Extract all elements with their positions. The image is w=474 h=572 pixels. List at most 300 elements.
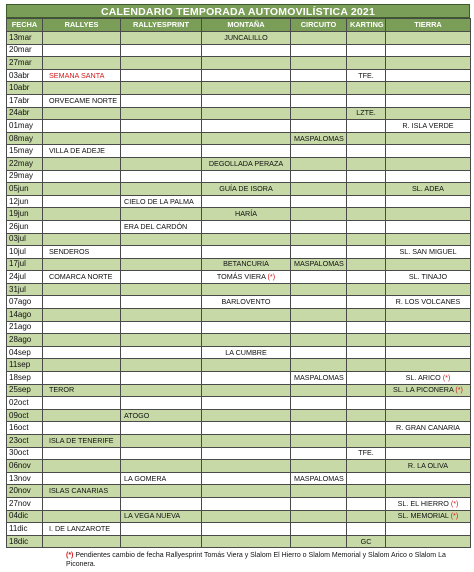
cell-karting [347,145,386,158]
cell-fecha [7,346,43,359]
cell-tierra [386,334,471,347]
cell-montana [202,321,291,334]
cell-circuito [291,535,347,548]
cell-fecha [7,271,43,284]
cell-circuito [291,233,347,246]
cell-montana [202,359,291,372]
cell-rallyesprint [121,460,202,473]
cell-rallyesprint [121,296,202,309]
table-row [7,157,471,170]
cell-tierra [386,460,471,473]
cell-fecha-text: 03jul [9,234,26,244]
cell-tierra-text: R. LA OLIVA [407,460,449,470]
cell-rallyes-text: ORVECAME NORTE [49,95,118,105]
cell-rallyesprint [121,359,202,372]
header-row [7,19,471,32]
table-row [7,32,471,45]
cell-montana [202,258,291,271]
cell-karting [347,510,386,523]
table-row [7,120,471,133]
cell-rallyesprint [121,57,202,70]
cell-rallyes [43,346,121,359]
cell-fecha [7,372,43,385]
cell-montana [202,346,291,359]
cell-karting [347,246,386,259]
cell-karting [347,69,386,82]
cell-circuito [291,460,347,473]
cell-circuito-text: MASPALOMAS [294,473,344,483]
cell-fecha [7,510,43,523]
cell-circuito [291,258,347,271]
cell-karting [347,346,386,359]
cell-fecha-text: 13mar [9,32,32,42]
cell-tierra [386,409,471,422]
cell-montana [202,435,291,448]
cell-fecha [7,132,43,145]
cell-rallyes-text: TEROR [49,385,75,395]
table-row [7,283,471,296]
cell-circuito [291,497,347,510]
cell-rallyes [43,82,121,95]
cell-fecha-text: 20nov [9,486,31,496]
cell-fecha-text: 17abr [9,95,30,105]
calendar-title: CALENDARIO TEMPORADA AUTOMOVILÍSTICA 2021 [6,4,470,18]
col-header-circuito: CIRCUITO [291,19,347,32]
footnote-text: Pendientes cambio de fecha Rallyesprint Tomás Viera y Slalom El Hierro o Slalom Memorial y Slalom Arico o Slalom La Piconera. [66,552,446,569]
cell-fecha [7,309,43,322]
cell-rallyesprint [121,183,202,196]
table-row [7,497,471,510]
cell-rallyes [43,372,121,385]
cell-montana [202,120,291,133]
table-row [7,384,471,397]
cell-circuito [291,485,347,498]
cell-karting-text: GC [360,536,372,546]
cell-montana [202,183,291,196]
cell-fecha [7,82,43,95]
footnote [6,551,470,569]
cell-rallyesprint [121,233,202,246]
cell-circuito [291,271,347,284]
cell-karting [347,359,386,372]
cell-circuito [291,220,347,233]
table-row [7,309,471,322]
cell-rallyesprint [121,397,202,410]
cell-rallyes [43,170,121,183]
cell-tierra [386,32,471,45]
cell-circuito [291,321,347,334]
cell-fecha-text: 20mar [9,45,32,55]
cell-montana [202,409,291,422]
cell-rallyes [43,523,121,536]
cell-karting [347,397,386,410]
cell-circuito-text: MASPALOMAS [294,259,344,269]
table-row [7,233,471,246]
cell-tierra [386,346,471,359]
cell-circuito-text: MASPALOMAS [294,372,344,382]
cell-fecha-text: 24jul [9,272,26,282]
cell-montana [202,94,291,107]
table-row [7,472,471,485]
cell-fecha-text: 22may [9,158,34,168]
cell-circuito [291,107,347,120]
cell-rallyes [43,258,121,271]
cell-tierra-text: SL. ADEA [412,183,444,193]
cell-tierra [386,258,471,271]
cell-rallyes [43,309,121,322]
cell-fecha-text: 30oct [9,448,29,458]
cell-montana [202,334,291,347]
cell-tierra [386,120,471,133]
pending-mark: (*) [267,272,276,282]
cell-montana [202,32,291,45]
cell-tierra [386,384,471,397]
cell-fecha-text: 26jun [9,221,29,231]
cell-karting [347,220,386,233]
cell-karting [347,107,386,120]
cell-montana [202,195,291,208]
cell-circuito [291,435,347,448]
cell-circuito [291,208,347,221]
cell-fecha [7,460,43,473]
cell-circuito [291,397,347,410]
cell-rallyesprint [121,82,202,95]
cell-tierra [386,283,471,296]
cell-karting-text: TFE. [358,448,374,458]
cell-circuito [291,510,347,523]
cell-karting [347,296,386,309]
cell-tierra [386,296,471,309]
cell-karting [347,208,386,221]
cell-circuito [291,523,347,536]
cell-fecha-text: 12jun [9,196,29,206]
cell-rallyesprint [121,220,202,233]
cell-karting [347,535,386,548]
cell-karting [347,195,386,208]
cell-tierra [386,472,471,485]
cell-montana [202,485,291,498]
cell-rallyesprint [121,195,202,208]
cell-karting [347,472,386,485]
table-row [7,170,471,183]
table-row [7,145,471,158]
cell-fecha-text: 24abr [9,108,30,118]
cell-tierra-text: SL. LA PICONERA [393,385,454,395]
footnote-mark: (*) [66,552,74,560]
table-row [7,94,471,107]
cell-rallyesprint [121,246,202,259]
cell-rallyesprint-text: ERA DEL CARDÓN [124,221,188,231]
pending-mark: (*) [450,511,459,521]
cell-fecha [7,32,43,45]
cell-tierra [386,435,471,448]
table-row [7,82,471,95]
cell-montana [202,472,291,485]
cell-tierra-text: SL. ARICO [405,372,441,382]
cell-montana-text: LA CUMBRE [225,347,267,357]
table-row [7,132,471,145]
pending-mark: (*) [450,498,459,508]
table-row [7,208,471,221]
cell-tierra-text: R. GRAN CANARIA [396,423,460,433]
cell-rallyes [43,447,121,460]
cell-rallyesprint [121,523,202,536]
col-header-tierra: TIERRA [386,19,471,32]
cell-montana [202,44,291,57]
cell-tierra [386,510,471,523]
cell-fecha [7,107,43,120]
cell-circuito [291,157,347,170]
cell-rallyes [43,220,121,233]
cell-circuito [291,283,347,296]
cell-karting [347,183,386,196]
cell-montana [202,523,291,536]
cell-circuito [291,472,347,485]
table-row [7,44,471,57]
cell-rallyes [43,145,121,158]
cell-montana [202,422,291,435]
cell-tierra [386,183,471,196]
cell-montana [202,57,291,70]
cell-karting [347,170,386,183]
cell-montana [202,535,291,548]
cell-rallyesprint [121,435,202,448]
cell-rallyes [43,183,121,196]
cell-rallyes [43,44,121,57]
cell-fecha [7,523,43,536]
calendar-table [6,18,471,548]
cell-fecha-text: 08may [9,133,34,143]
cell-rallyesprint [121,94,202,107]
cell-montana [202,397,291,410]
cell-karting [347,523,386,536]
cell-rallyes-text: COMARCA NORTE [49,272,113,282]
cell-circuito [291,334,347,347]
col-header-rallyesprint: RALLYESPRINT [121,19,202,32]
cell-rallyesprint [121,535,202,548]
cell-tierra [386,535,471,548]
cell-karting [347,32,386,45]
cell-montana [202,246,291,259]
cell-montana [202,271,291,284]
cell-rallyes [43,296,121,309]
cell-rallyes-text: ISLAS CANARIAS [49,486,109,496]
cell-tierra-text: SL. MEMORIAL [397,511,449,521]
cell-rallyes-text: SEMANA SANTA [49,70,105,80]
cell-fecha-text: 10abr [9,83,30,93]
table-row [7,523,471,536]
table-row [7,409,471,422]
cell-montana [202,132,291,145]
cell-karting [347,497,386,510]
cell-rallyes [43,384,121,397]
cell-fecha-text: 18dic [9,536,29,546]
table-row [7,447,471,460]
cell-circuito [291,183,347,196]
cell-karting [347,422,386,435]
cell-rallyes [43,409,121,422]
cell-fecha [7,69,43,82]
cell-tierra-text: SL. TINAJO [408,272,448,282]
cell-rallyes [43,334,121,347]
cell-karting [347,447,386,460]
cell-fecha [7,57,43,70]
cell-circuito [291,246,347,259]
cell-tierra [386,372,471,385]
cell-karting [347,157,386,170]
cell-rallyes-text: VILLA DE ADEJE [49,146,105,156]
cell-karting [347,283,386,296]
table-row [7,195,471,208]
cell-karting [347,384,386,397]
cell-montana-text: DEGOLLADA PERAZA [208,158,284,168]
cell-rallyesprint [121,309,202,322]
cell-rallyes [43,397,121,410]
col-header-rallyes: RALLYES [43,19,121,32]
cell-rallyesprint [121,132,202,145]
cell-fecha [7,535,43,548]
cell-tierra-text: R. ISLA VERDE [402,120,454,130]
cell-karting [347,460,386,473]
cell-circuito [291,120,347,133]
table-row [7,183,471,196]
cell-rallyesprint [121,346,202,359]
table-row [7,359,471,372]
cell-rallyesprint-text: LA GOMERA [124,473,167,483]
table-row [7,246,471,259]
cell-fecha-text: 19jun [9,209,29,219]
cell-fecha [7,321,43,334]
cell-fecha-text: 18sep [9,372,31,382]
cell-circuito [291,359,347,372]
cell-fecha-text: 17jul [9,259,26,269]
table-row [7,346,471,359]
cell-tierra [386,44,471,57]
cell-rallyesprint-text: ATOGO [124,410,150,420]
cell-rallyes [43,157,121,170]
cell-rallyes [43,94,121,107]
cell-rallyes [43,422,121,435]
cell-tierra [386,107,471,120]
cell-rallyesprint [121,145,202,158]
cell-fecha-text: 09oct [9,410,29,420]
table-row [7,321,471,334]
cell-circuito-text: MASPALOMAS [294,133,344,143]
table-row [7,296,471,309]
cell-montana [202,107,291,120]
cell-montana-text: BETANCURIA [223,259,269,269]
cell-karting [347,82,386,95]
cell-circuito [291,145,347,158]
cell-rallyesprint [121,409,202,422]
cell-fecha [7,384,43,397]
cell-tierra [386,69,471,82]
cell-rallyes [43,120,121,133]
cell-fecha-text: 01may [9,120,34,130]
cell-fecha-text: 25sep [9,385,31,395]
cell-rallyesprint [121,472,202,485]
cell-fecha [7,334,43,347]
cell-rallyes [43,485,121,498]
cell-rallyes [43,107,121,120]
pending-mark: (*) [442,372,451,382]
cell-fecha-text: 23oct [9,435,29,445]
cell-rallyes [43,535,121,548]
cell-karting [347,94,386,107]
cell-tierra [386,233,471,246]
cell-fecha [7,195,43,208]
cell-tierra [386,82,471,95]
cell-montana [202,296,291,309]
cell-rallyes [43,69,121,82]
cell-fecha-text: 21ago [9,322,32,332]
cell-fecha-text: 06nov [9,460,31,470]
cell-karting [347,309,386,322]
cell-montana [202,208,291,221]
cell-tierra [386,321,471,334]
cell-rallyes [43,246,121,259]
cell-karting [347,409,386,422]
cell-fecha-text: 27nov [9,498,31,508]
cell-rallyesprint-text: LA VEGA NUEVA [124,511,181,521]
cell-karting [347,57,386,70]
cell-fecha-text: 02oct [9,398,29,408]
cell-rallyes [43,321,121,334]
cell-tierra [386,422,471,435]
cell-karting [347,435,386,448]
cell-fecha [7,283,43,296]
cell-fecha [7,472,43,485]
table-row [7,397,471,410]
table-row [7,372,471,385]
cell-circuito [291,309,347,322]
cell-circuito [291,422,347,435]
cell-rallyesprint [121,107,202,120]
cell-circuito [291,372,347,385]
cell-rallyesprint [121,120,202,133]
cell-montana-text: BARLOVENTO [221,297,271,307]
cell-circuito [291,57,347,70]
cell-tierra [386,195,471,208]
cell-tierra [386,447,471,460]
table-row [7,69,471,82]
cell-fecha [7,183,43,196]
table-row [7,435,471,448]
cell-tierra [386,309,471,322]
cell-fecha [7,44,43,57]
cell-rallyesprint [121,447,202,460]
cell-circuito [291,69,347,82]
cell-fecha [7,120,43,133]
cell-tierra [386,497,471,510]
cell-rallyesprint [121,283,202,296]
cell-rallyes [43,510,121,523]
col-header-fecha: FECHA [7,19,43,32]
cell-tierra [386,485,471,498]
cell-circuito [291,44,347,57]
cell-montana-text: HARÍA [235,209,257,219]
col-header-montana: MONTAÑA [202,19,291,32]
cell-fecha-text: 11dic [9,523,28,533]
cell-fecha [7,157,43,170]
cell-fecha-text: 07ago [9,297,32,307]
cell-montana [202,145,291,158]
cell-circuito [291,195,347,208]
cell-rallyesprint-text: CIELO DE LA PALMA [124,196,194,206]
cell-fecha [7,422,43,435]
cell-fecha-text: 14ago [9,309,32,319]
cell-rallyes [43,283,121,296]
